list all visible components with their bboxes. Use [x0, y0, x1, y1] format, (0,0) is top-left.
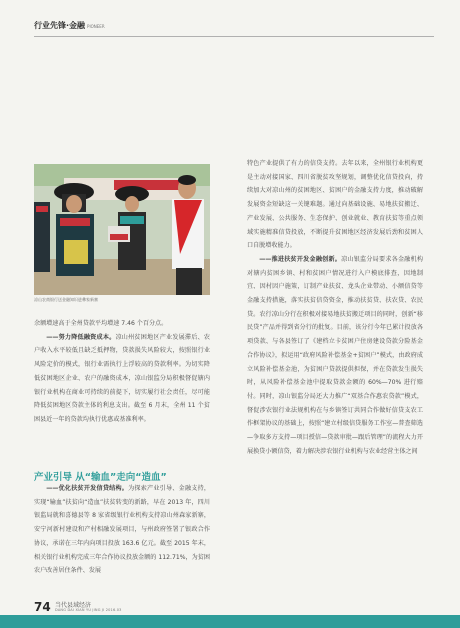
- paragraph-body: 凉山银监分局要求各金融机构对辖内贫困乡镇、村和贫困户情况进行入户模底排查，因地制宜、因村因户施策，订制产业扶贫、龙头企业带动、小额信贷等金融支持措施，落实扶贫信贷资金，推动扶贫贷、扶农贷、农民贷。农行凉山分行在积极对接易地扶贫搬迁项目的同时，创新“移民贷”产品并得到省分行的批复。目前，该分行今年已累计投放各项贷款、与各县签订了《建档立卡贫困户住房建设贷款分险基金合作协议》，拟运用“政府风险补偿基金+贫困户”模式，由政府成立风险补偿基金池，为贫困户贷款提供担保，并在贷款发生损失时，从风险补偿基金池中提取贷款金额的 60%—70% 进行赔付。同时，凉山银监分局还大力推广“双基合作惠农贷款”模式，督促涉农银行业法规机构在与乡镇签订共同合作做好信贷支农工作框架协议的基础上，按照“建立村级信贷服务工作室—普查筛选—争取多方支持—项目授信—贷款审批—跟后管理”的流程大力开展换贷小额信贷，着力解决涉农银行业机构与农业经营主体之间: [247, 255, 423, 455]
- section-subtitle: 产业引导 从“输血”走向“造血”: [34, 472, 167, 483]
- paragraph: [34, 331, 210, 427]
- photo-caption: 凉山农商银行送金融知识进彝家新寨: [34, 297, 98, 302]
- page-number: 74: [34, 600, 51, 614]
- right-column: [247, 157, 423, 458]
- footer-bar: [0, 615, 460, 628]
- paragraph-body: 为探索产业引导、金融支持，实现“输血”扶贫向“造血”扶贫转变的新路，早在 2013 年，四川银监局就和喜德县等 8 家省级银行业机构支持凉山州森家新寨，安宁河新村建设和产村相融发展项目，与州政府签署了银政合作协议，承诺在三年内向项目投放 163.6 亿元。截至 2015 年末，相关银行业机构完成三年合作协议投放金额的 112.71%，为贫困农户改善居住条件、发展: [34, 485, 210, 575]
- publication-name-en: DANG DAI XIAN YU JING JI 2016.03: [55, 608, 122, 612]
- page-header: [34, 16, 434, 38]
- left-column-lower: [34, 482, 210, 578]
- article-photo: [34, 164, 210, 295]
- left-column: [34, 317, 210, 427]
- section-name: 行业先锋·金融: [34, 21, 86, 30]
- paragraph: 特色产业提供了有力的信贷支持。去年以来，全州银行业机构更是主动对接国家、四川省脱贫攻坚规划，调整优化信贷投向，持续加大对凉山州的贫困地区、贫困户的金融支持力度，推动破解发展资金短缺这一关键难题。通过向基础设施、易地扶贫搬迁、产业发展、公共服务、生态保护、创业就业、教育扶贫等重点领域实施精准信贷投放，不断提升贫困地区经济发展后劲和贫困人口自脱增收能力。: [247, 160, 423, 250]
- paragraph-heading: ——优化扶贫开发信贷结构。: [46, 485, 129, 492]
- paragraph-body: 凉山州贫困地区产业发展滞后、农户收入水平较低且缺乏抵押物，贷款损失风险较大，按照银行业风险定价的模式，银行业需执行上浮较高的贷款利率。为切实降低贫困地区企业、农户的融资成本，凉山银监分局积极督促辖内银行业机构在商业可持续的前提下，切实履行社会责任，尽可能降低贫困地区贷款主体的利息支出。截至 6 月末，全州 11 个贫困县近一年的贷款均执行优惠或基准利率。: [34, 333, 211, 423]
- header-rule: [34, 36, 434, 37]
- paragraph: [247, 253, 423, 459]
- page-footer: [0, 590, 460, 628]
- paragraph-heading: ——推进扶贫开发金融创新。: [259, 255, 342, 263]
- paragraph: [34, 482, 210, 578]
- section-name-en: PIONEER: [87, 24, 105, 29]
- publication-name: 当代县域经济: [55, 602, 92, 609]
- section-title: [34, 20, 105, 31]
- paragraph: 余额增速高于全州贷款平均增速 7.46 个百分点。: [34, 320, 168, 327]
- paragraph-heading: ——努力降低融资成本。: [46, 333, 116, 341]
